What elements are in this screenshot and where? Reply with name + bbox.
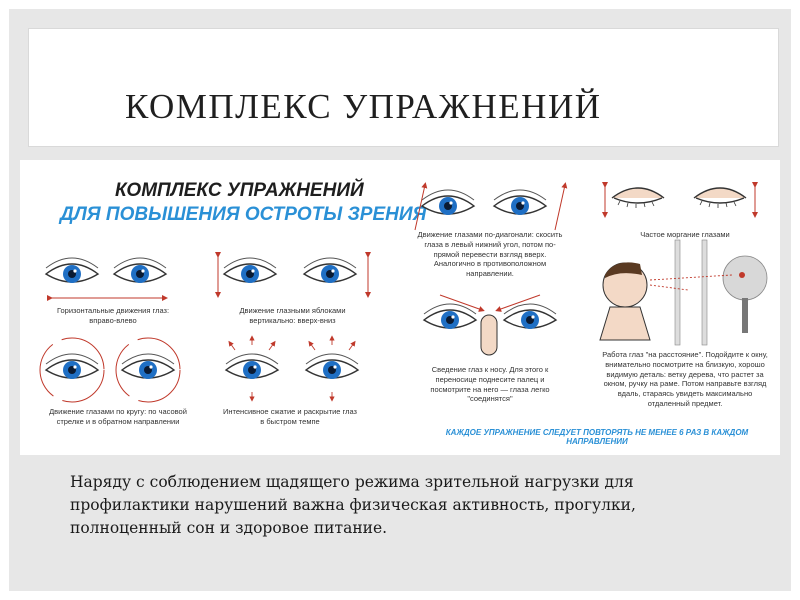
caption-vertical: Движение глазными яблоками вертикально: вверх-вниз: [239, 306, 346, 325]
slide-title: КОМПЛЕКС УПРАЖНЕНИЙ: [125, 87, 602, 126]
exercise-poster: [20, 160, 780, 455]
caption-diagonal: Движение глазами по-диагонали: скосить глаза в левый нижний угол, потом по-прямой перевести взгляд вверх. Аналогично в противоположном направлении.: [417, 230, 563, 278]
poster-title: КОМПЛЕКС УПРАЖНЕНИЙ: [115, 180, 364, 201]
exercise-vertical-illustration: [218, 255, 368, 295]
poster-subtitle: ДЛЯ ПОВЫШЕНИЯ ОСТРОТЫ ЗРЕНИЯ: [60, 204, 427, 225]
title-box: [28, 28, 779, 147]
exercise-nose-illustration: [424, 295, 556, 355]
slide-body-text: Наряду с соблюдением щадящего режима зрительной нагрузки для профилактики нарушений важна физическая активность, прогулки, полноценный сон и здоровое питание.: [70, 473, 636, 537]
caption-distance: Работа глаз "на расстояние". Подойдите к окну, внимательно посмотрите на близкую, хорошо видимую деталь: ветку дерева, что растет за окном, ручку на раме. Потом направьте взгляд вдаль, стараясь увидеть максимально отдаленный предмет.: [602, 350, 768, 408]
exercise-circular-illustration: [40, 338, 180, 402]
caption-squeeze: Интенсивное сжатие и раскрытие глаз в быстром темпе: [223, 407, 357, 426]
caption-circular: Движение глазами по кругу: по часовой стрелке и в обратном направлении: [49, 407, 187, 426]
poster-footer-note: КАЖДОЕ УПРАЖНЕНИЕ СЛЕДУЕТ ПОВТОРЯТЬ НЕ МЕНЕЕ 6 РАЗ В КАЖДОМ НАПРАВЛЕНИИ: [445, 428, 749, 446]
caption-horizontal: Горизонтальные движения глаз: вправо-влево: [56, 306, 170, 325]
exercise-blink-illustration: [605, 185, 755, 215]
exercise-diagonal-illustration: [415, 185, 565, 230]
exercise-distance-illustration: [600, 240, 767, 345]
caption-nose: Сведение глаз к носу. Для этого к переносице поднесите палец и посмотрите на него — глаза легко "соединятся": [430, 365, 550, 404]
caption-blink: Частое моргание глазами: [640, 230, 730, 239]
exercise-squeeze-illustration: [226, 338, 358, 399]
exercise-horizontal-illustration: [46, 258, 166, 298]
